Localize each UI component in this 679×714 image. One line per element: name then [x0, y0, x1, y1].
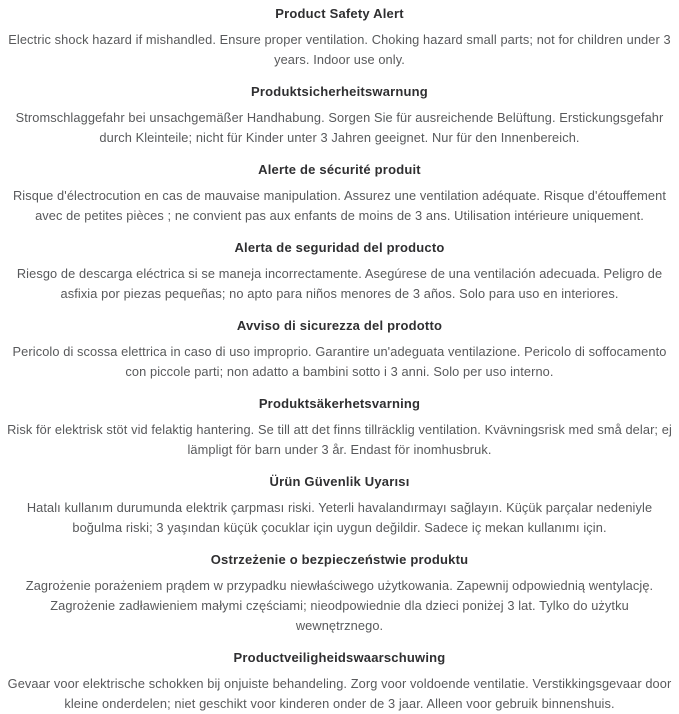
safety-body-dutch: Gevaar voor elektrische schokken bij onjuiste behandeling. Zorg voor voldoende ventilatie. Verstikkingsgevaar door kleine onderdelen; niet geschikt voor kinderen onder de 3 jaar. Alleen voor gebruik binnenshuis. [7, 676, 672, 711]
safety-heading-french: Alerte de sécurité produit [258, 162, 421, 177]
safety-body-german: Stromschlaggefahr bei unsachgemäßer Handhabung. Sorgen Sie für ausreichende Belüftung. Erstickungsgefahr durch Kleinteile; nicht für Kinder unter 3 Jahren geeignet. Nur für den Innenbereich. [15, 110, 664, 145]
safety-section-german [6, 82, 673, 148]
safety-body-turkish: Hatalı kullanım durumunda elektrik çarpması riski. Yeterli havalandırmayı sağlayın. Küçük parçalar nedeniyle boğulma riski; 3 yaşından küçük çocuklar için uygun değildir. Sadece iç mekan kullanımı için. [26, 500, 653, 535]
safety-body-polish: Zagrożenie porażeniem prądem w przypadku niewłaściwego użytkowania. Zapewnij odpowiednią wentylację. Zagrożenie zadławieniem małymi częściami; nieodpowiednie dla dzieci poniżej 3 lat. Tylko do użytku wewnętrznego. [25, 578, 654, 633]
safety-heading-english: Product Safety Alert [275, 6, 404, 21]
safety-section-french [6, 160, 673, 226]
safety-section-italian [6, 316, 673, 382]
safety-heading-german: Produktsicherheitswarnung [251, 84, 428, 99]
safety-body-english: Electric shock hazard if mishandled. Ensure proper ventilation. Choking hazard small parts; not for children under 3 years. Indoor use only. [8, 32, 671, 67]
safety-section-turkish [6, 472, 673, 538]
safety-section-english [6, 4, 673, 70]
safety-heading-polish: Ostrzeżenie o bezpieczeństwie produktu [210, 552, 469, 567]
safety-body-italian: Pericolo di scossa elettrica in caso di uso improprio. Garantire un'adeguata ventilazione. Pericolo di soffocamento con piccole parti; non adatto a bambini sotto i 3 anni. Solo per uso interno. [12, 344, 667, 379]
safety-body-spanish: Riesgo de descarga eléctrica si se maneja incorrectamente. Asegúrese de una ventilación adecuada. Peligro de asfixia por piezas pequeñas; no apto para niños menores de 3 años. Solo para uso en interiores. [16, 266, 663, 301]
safety-body-french: Risque d'électrocution en cas de mauvaise manipulation. Assurez une ventilation adéquate. Risque d'étouffement avec de petites pièces ; ne convient pas aux enfants de moins de 3 ans. Utilisation intérieure uniquement. [12, 188, 667, 223]
safety-heading-swedish: Produktsäkerhetsvarning [258, 396, 421, 411]
safety-heading-italian: Avviso di sicurezza del prodotto [236, 318, 443, 333]
safety-heading-dutch: Productveiligheidswaarschuwing [233, 650, 446, 665]
safety-heading-spanish: Alerta de seguridad del producto [234, 240, 445, 255]
safety-section-swedish [6, 394, 673, 460]
safety-heading-turkish: Ürün Güvenlik Uyarısı [269, 474, 410, 489]
safety-section-spanish [6, 238, 673, 304]
safety-section-polish [6, 550, 673, 636]
safety-section-dutch [6, 648, 673, 714]
safety-body-swedish: Risk för elektrisk stöt vid felaktig hantering. Se till att det finns tillräcklig ventilation. Kvävningsrisk med små delar; ej lämpligt för barn under 3 år. Endast för inomhusbruk. [7, 422, 672, 457]
